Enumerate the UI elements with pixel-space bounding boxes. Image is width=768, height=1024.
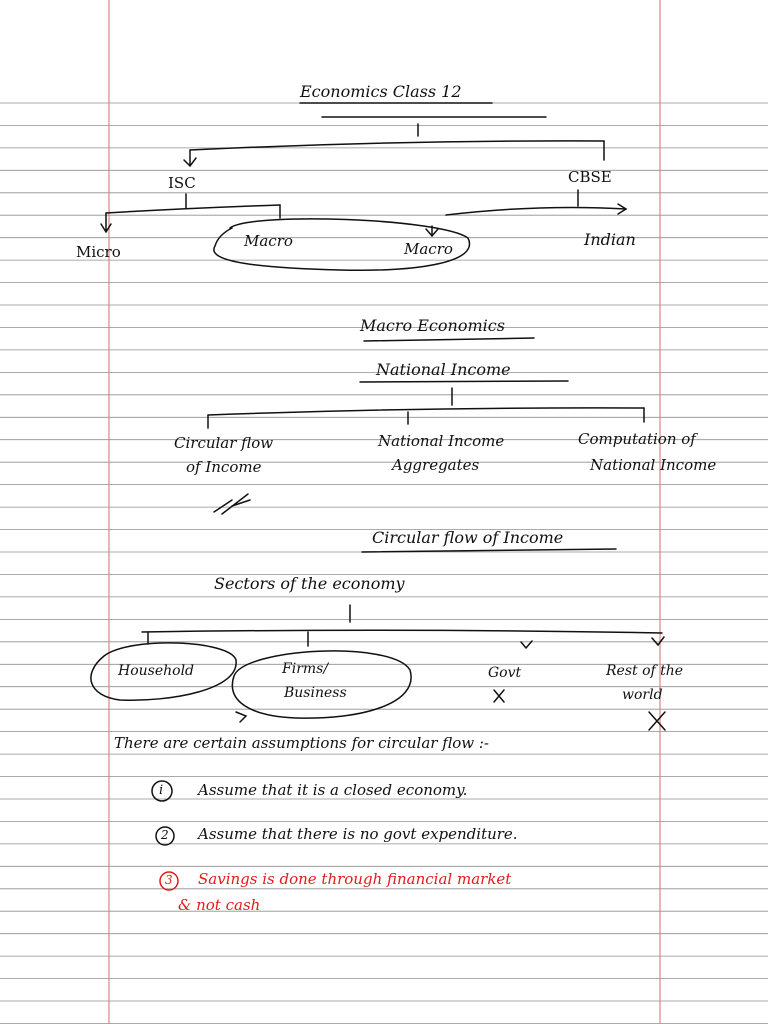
ni-branch-circular-flow-line2: of Income [186,458,262,476]
assumption-1-text: Assume that it is a closed economy. [198,781,468,799]
sectors-heading: Sectors of the economy [214,574,405,593]
national-income-underline [360,381,568,382]
isc-branch-micro: Micro [76,243,121,261]
sector-firms-line2: Business [284,685,347,701]
macro-economics-heading: Macro Economics [360,316,505,335]
world-x-mark [649,712,665,730]
isc-branch-macro: Macro [244,232,293,250]
tick-marks [214,494,250,514]
ni-branch-computation-line1: Computation of [578,430,696,448]
assumptions-intro: There are certain assumptions for circular flow :- [114,734,489,752]
sectors-tree-bar [142,630,662,633]
national-income-heading: National Income [376,360,511,379]
ni-branch-aggregates-line1: National Income [378,432,505,450]
board-tree-bar [190,141,604,150]
govt-x-mark [494,690,504,702]
isc-subtree-bar [106,205,280,213]
isc-arrow [184,150,196,166]
isc-label: ISC [168,174,196,192]
sector-rest-of-world-line2: world [622,687,663,703]
page-title: Economics Class 12 [300,82,462,101]
assumption-3-number: 3 [165,873,173,887]
assumption-2-text: Assume that there is no govt expenditure. [198,825,518,843]
cbse-branch-indian: Indian [584,230,636,249]
cbse-subtree-bar [446,207,626,215]
sector-govt: Govt [488,665,522,681]
assumption-1-number: i [159,783,164,798]
sector-rest-of-world-line1: Rest of the [606,663,684,679]
cbse-label: CBSE [568,168,612,186]
circular-flow-heading: Circular flow of Income [372,528,564,547]
circular-flow-underline [362,549,616,552]
assumption-3-text-line2: & not cash [178,896,261,914]
ni-branch-circular-flow-line1: Circular flow [174,434,274,452]
world-arrow [652,637,664,645]
ni-branch-computation-line2: National Income [590,456,717,474]
ni-branch-aggregates-line2: Aggregates [392,456,480,474]
sector-firms-line1: Firms/ [282,661,329,677]
firms-ellipse-tail [236,712,246,722]
sector-household: Household [118,663,195,679]
macro-heading-underline [364,338,534,341]
cbse-branch-macro: Macro [404,240,453,258]
assumption-2-number: 2 [161,828,169,842]
national-income-tree-bar [208,408,644,415]
assumption-3-text-line1: Savings is done through financial market [198,870,512,888]
